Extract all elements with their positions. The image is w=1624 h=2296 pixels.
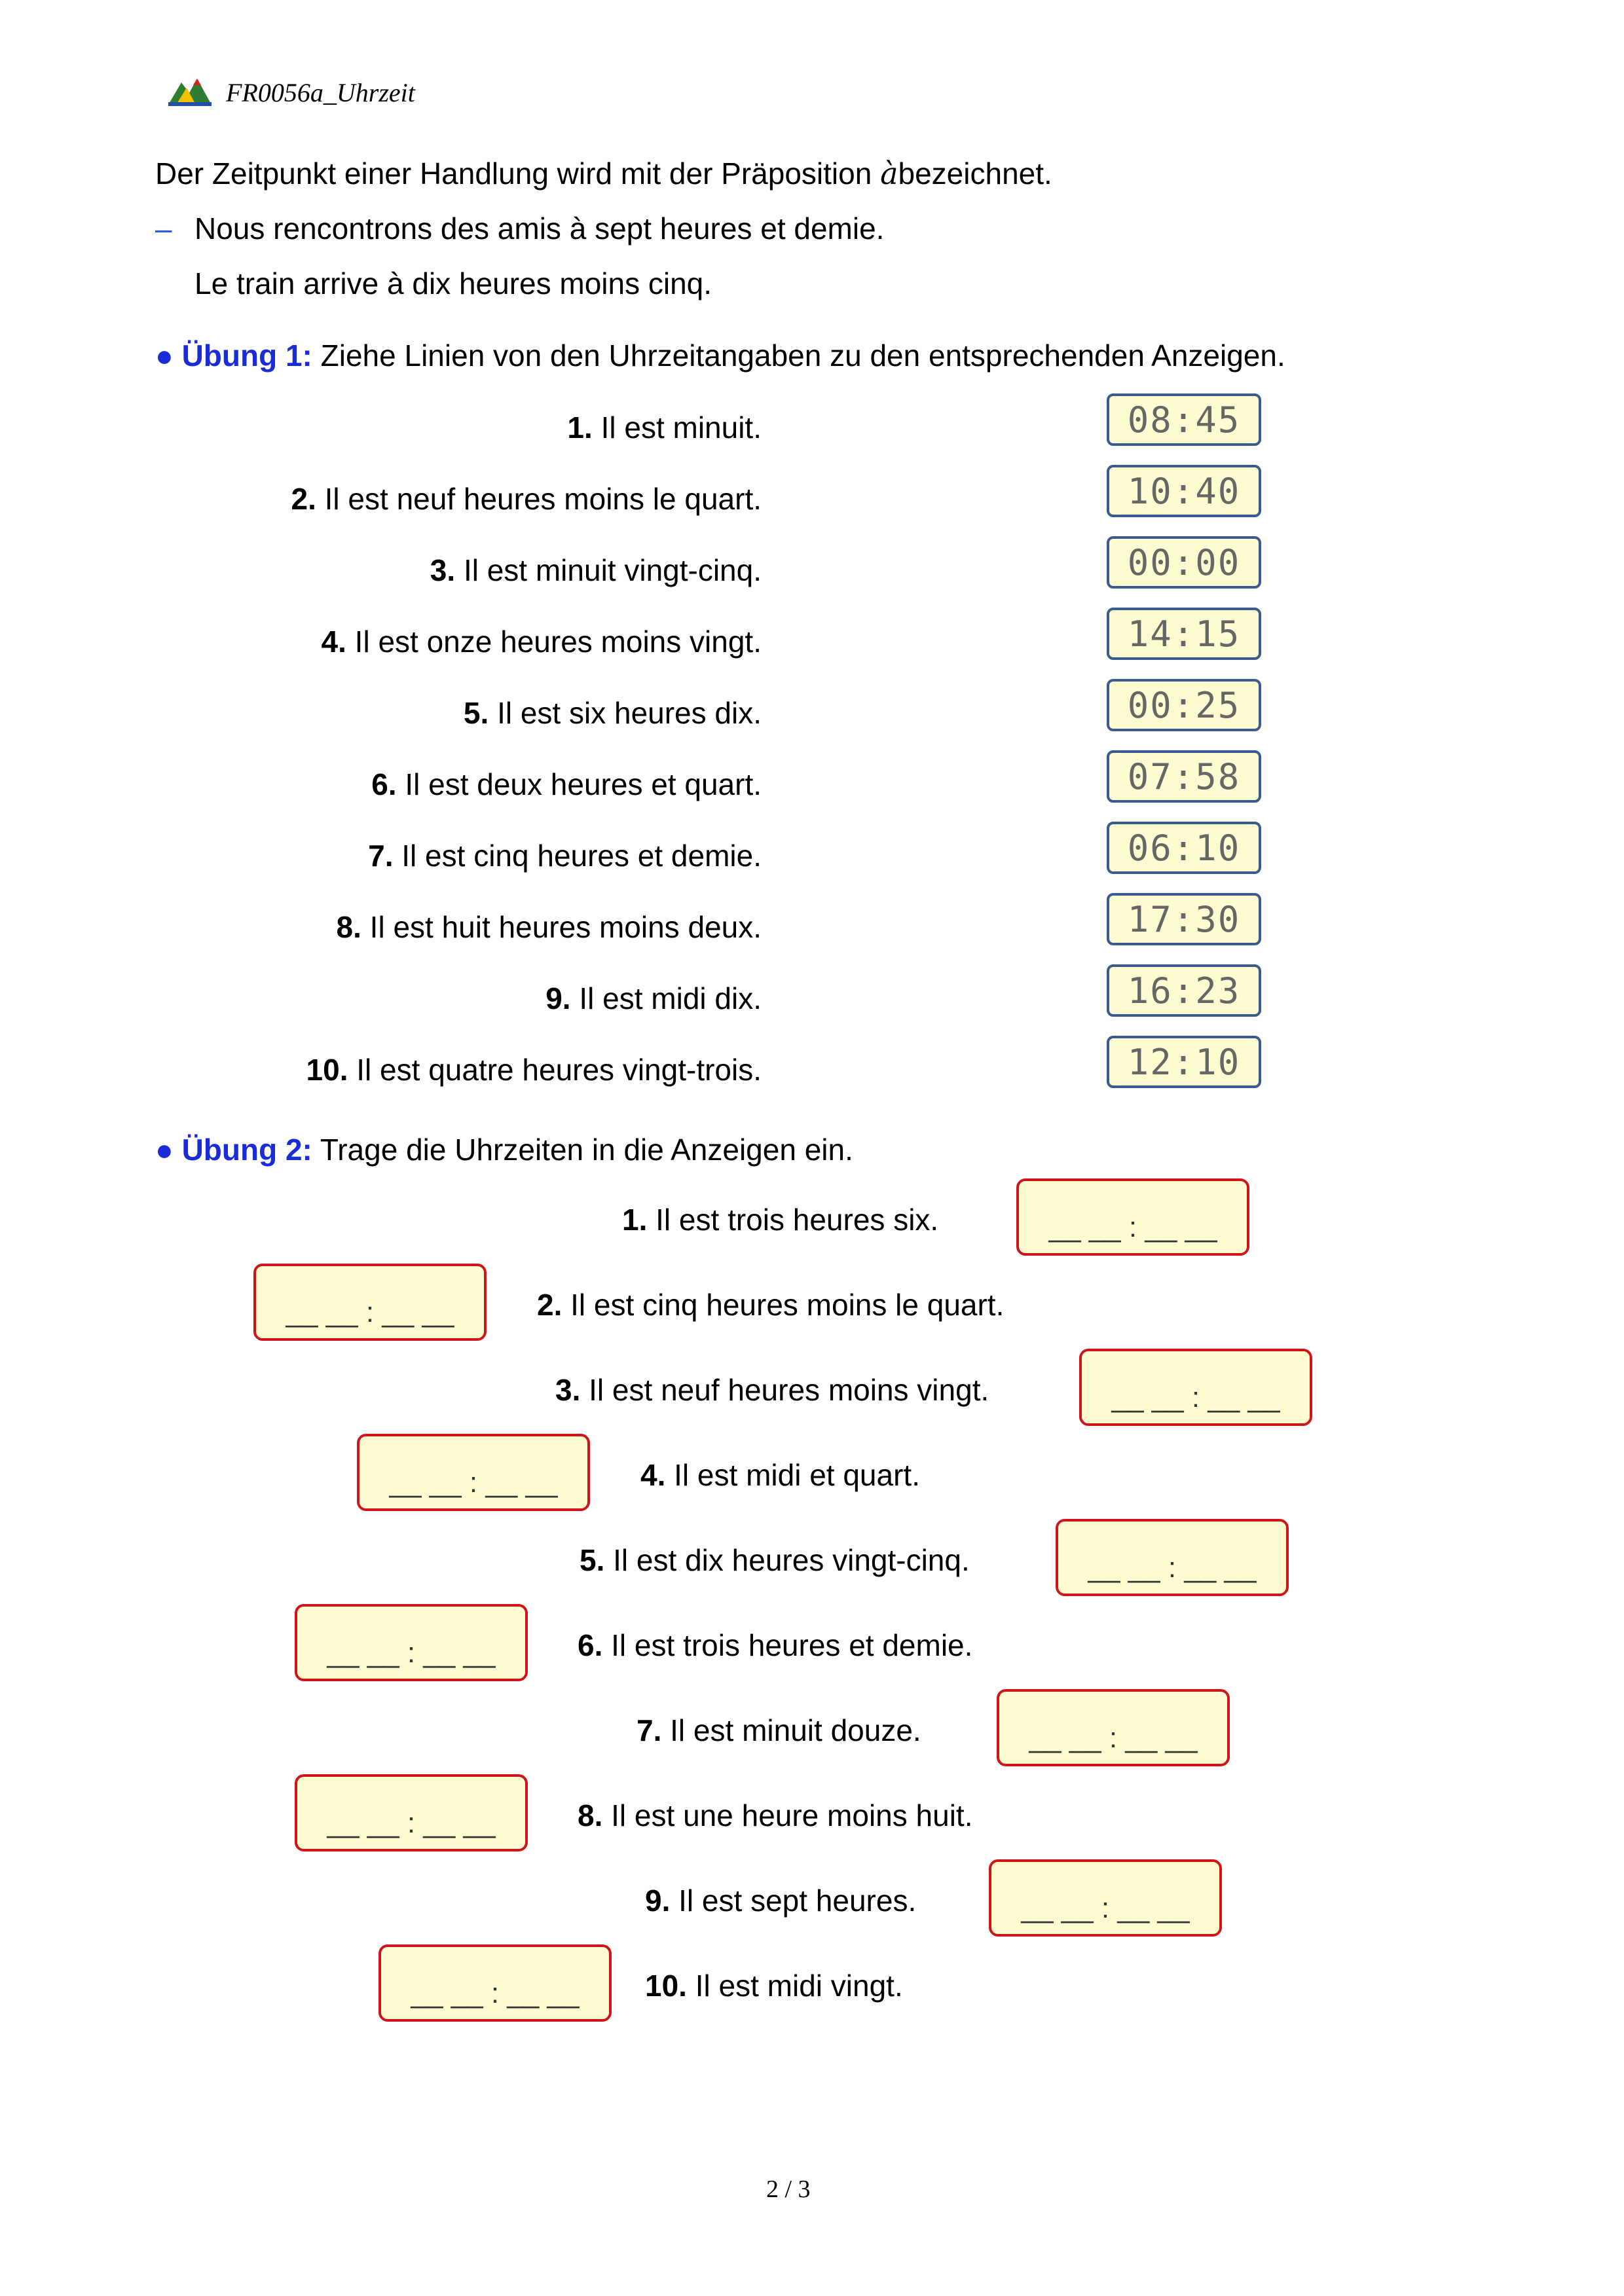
exercise2-item: 7. Il est minuit douze.: [637, 1713, 921, 1747]
exercise2-item: 8. Il est une heure moins huit.: [578, 1798, 973, 1832]
clock-display[interactable]: 00:25: [1107, 679, 1261, 731]
page-number: 2 / 3: [766, 2176, 811, 2203]
exercise1-item: 5. Il est six heures dix.: [463, 696, 762, 730]
clock-display[interactable]: 07:58: [1107, 750, 1261, 803]
clock-display[interactable]: 17:30: [1107, 893, 1261, 945]
exercise1-instruction: Ziehe Linien von den Uhrzeitangaben zu den entsprechenden Anzeigen.: [320, 338, 1285, 373]
clock-display[interactable]: 08:45: [1107, 393, 1261, 446]
exercise2-item: 3. Il est neuf heures moins vingt.: [555, 1373, 989, 1407]
intro-text-after: bezeichnet.: [898, 156, 1052, 191]
exercise1-item: 9. Il est midi dix.: [545, 981, 762, 1015]
time-answer-box[interactable]: __ __ : __ __: [1079, 1349, 1312, 1426]
exercise1-bullet: ●: [155, 338, 174, 373]
time-answer-box[interactable]: __ __ : __ __: [295, 1604, 528, 1681]
exercise2-item: 10. Il est midi vingt.: [645, 1969, 903, 2003]
clock-display[interactable]: 12:10: [1107, 1036, 1261, 1088]
exercise2-item: 5. Il est dix heures vingt-cinq.: [580, 1543, 970, 1577]
exercise1-label: Übung 1:: [181, 338, 312, 373]
exercise2-heading: [155, 1135, 853, 1165]
time-answer-box[interactable]: __ __ : __ __: [253, 1264, 487, 1341]
time-answer-box[interactable]: __ __ : __ __: [295, 1774, 528, 1851]
clock-display[interactable]: 14:15: [1107, 608, 1261, 660]
time-answer-box[interactable]: __ __ : __ __: [1016, 1178, 1249, 1256]
clock-display[interactable]: 10:40: [1107, 465, 1261, 517]
exercise2-item: 6. Il est trois heures et demie.: [578, 1628, 973, 1662]
exercise2-item: 4. Il est midi et quart.: [640, 1458, 920, 1492]
exercise1-item: 4. Il est onze heures moins vingt.: [321, 625, 762, 659]
exercise1-item: 7. Il est cinq heures et demie.: [368, 839, 762, 873]
example-sentence-1: Nous rencontrons des amis à sept heures et demie.: [194, 211, 885, 246]
intro-line: [155, 158, 1052, 189]
time-answer-box[interactable]: __ __ : __ __: [1056, 1519, 1289, 1596]
exercise1-item: 8. Il est huit heures moins deux.: [336, 910, 762, 944]
exercise1-item: 3. Il est minuit vingt-cinq.: [430, 553, 762, 587]
exercise1-item: 1. Il est minuit.: [567, 410, 762, 445]
intro-text-before: Der Zeitpunkt einer Handlung wird mit der Präposition: [155, 156, 872, 191]
clock-display[interactable]: 16:23: [1107, 964, 1261, 1017]
intro-preposition: à: [880, 156, 898, 191]
time-answer-box[interactable]: __ __ : __ __: [357, 1434, 590, 1511]
exercise2-bullet: ●: [155, 1133, 174, 1167]
example-dash: –: [155, 211, 172, 246]
clock-display[interactable]: 00:00: [1107, 536, 1261, 589]
exercise2-instruction: Trage die Uhrzeiten in die Anzeigen ein.: [320, 1133, 853, 1167]
exercise2-item: 1. Il est trois heures six.: [622, 1203, 939, 1237]
exercise1-heading: [155, 340, 1285, 371]
time-answer-box[interactable]: __ __ : __ __: [378, 1944, 612, 2022]
mountain-logo-icon: [167, 73, 213, 107]
exercise2-item: 2. Il est cinq heures moins le quart.: [537, 1288, 1005, 1322]
exercise2-item: 9. Il est sept heures.: [645, 1884, 917, 1918]
exercise1-item: 6. Il est deux heures et quart.: [371, 767, 762, 801]
exercise2-label: Übung 2:: [181, 1133, 312, 1167]
example-sentence-2: Le train arrive à dix heures moins cinq.: [194, 266, 712, 301]
document-title: FR0056a_Uhrzeit: [226, 78, 415, 107]
clock-display[interactable]: 06:10: [1107, 822, 1261, 874]
time-answer-box[interactable]: __ __ : __ __: [997, 1689, 1230, 1766]
exercise1-item: 2. Il est neuf heures moins le quart.: [291, 482, 762, 516]
exercise1-item: 10. Il est quatre heures vingt-trois.: [306, 1053, 762, 1087]
time-answer-box[interactable]: __ __ : __ __: [989, 1859, 1222, 1937]
